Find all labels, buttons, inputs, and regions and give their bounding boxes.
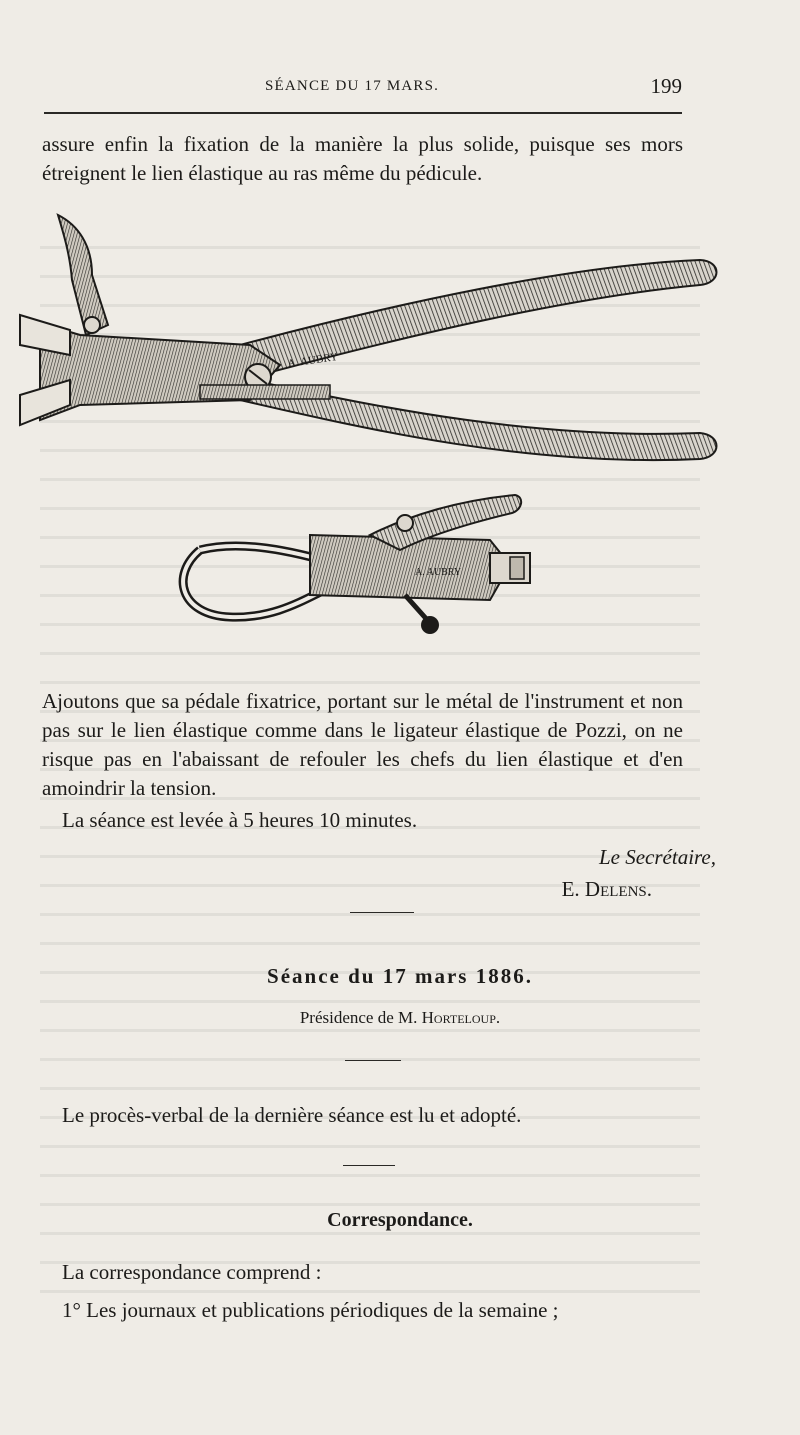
- paragraph-fixation: assure enfin la fixation de la manière la plus solide, puisque ses mors étreignent le lien élastique au ras même du pédicule.: [42, 132, 683, 185]
- engraver-mark-2: A. AUBRY: [415, 567, 462, 578]
- forceps-engraving: [10, 205, 730, 665]
- paragraph-correspondance: La correspondance comprend :: [62, 1260, 322, 1284]
- running-head: [40, 74, 682, 100]
- page-number: 199: [650, 74, 682, 98]
- separator-rule: [350, 912, 414, 913]
- section-heading-correspondance: Correspondance.: [327, 1209, 473, 1231]
- paragraph-levee: La séance est levée à 5 heures 10 minutes.: [62, 808, 418, 832]
- fixation-lever: [58, 215, 108, 335]
- paragraph-journaux: 1° Les journaux et publications périodiques de la semaine ;: [62, 1298, 559, 1322]
- presidence-name: Horteloup.: [421, 1008, 501, 1027]
- signature-name: E. Delens.: [561, 877, 652, 901]
- session-title: Séance du 17 mars 1886.: [267, 964, 533, 988]
- lever-screw: [84, 317, 100, 333]
- presidence-line: [0, 1008, 800, 1028]
- separator-rule: [345, 1060, 401, 1061]
- instrument-illustration: [10, 205, 730, 665]
- running-title: SÉANCE DU 17 MARS.: [265, 78, 440, 94]
- paragraph-proces-verbal: Le procès-verbal de la dernière séance est lu et adopté.: [62, 1103, 522, 1127]
- paragraph-pedale: Ajoutons que sa pédale fixatrice, portant sur le métal de l'instrument et non pas sur le lien élastique comme dans le ligateur élastique de Pozzi, on ne risque pas en l'abaissant de refouler les chefs du lien élastique et d'en amoindrir la tension.: [42, 689, 683, 800]
- signature-title: Le Secrétaire,: [598, 845, 716, 869]
- separator-rule: [343, 1165, 395, 1166]
- presidence-prefix: Présidence de M.: [299, 1008, 418, 1027]
- engraver-mark-1: A. AUBRY: [286, 351, 339, 370]
- forceps-body: [40, 323, 280, 420]
- header-rule: [44, 112, 682, 114]
